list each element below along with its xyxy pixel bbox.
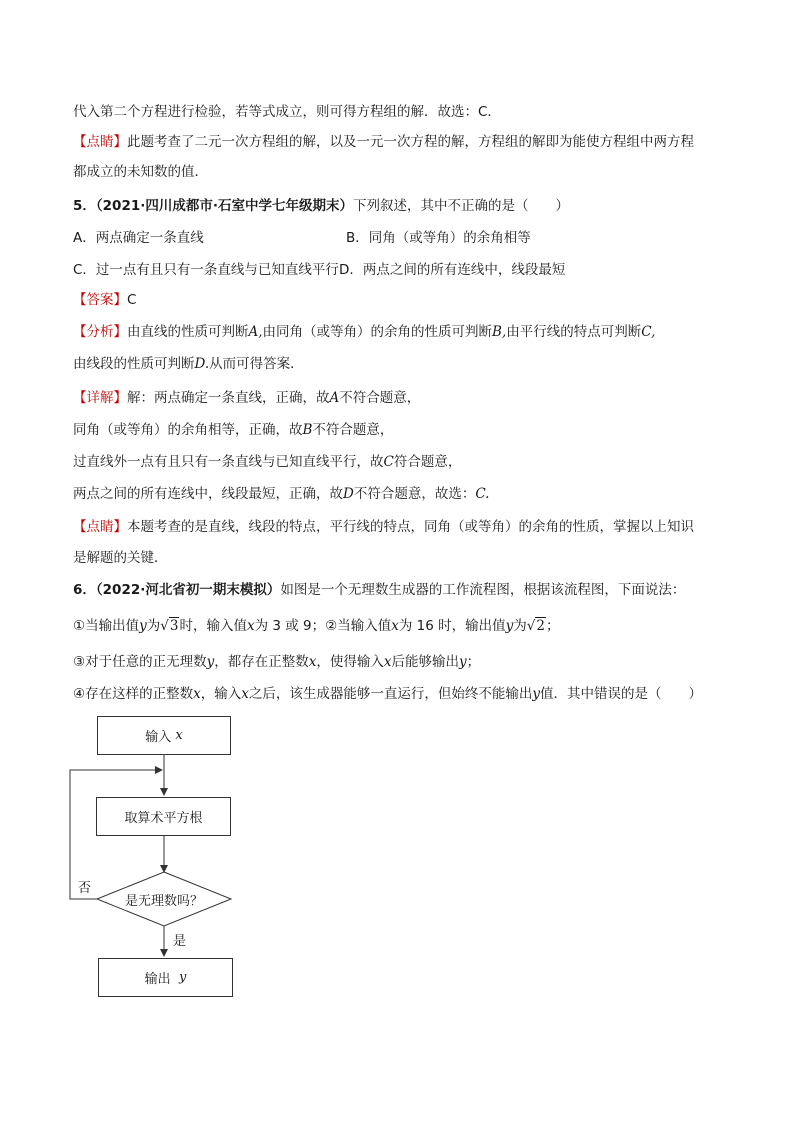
- output-box: [98, 958, 233, 997]
- math-var: B,: [492, 324, 507, 340]
- statement-text: 为: [513, 618, 527, 634]
- statement-text: 之后，该生成器能够一直运行，但始终不能输出: [248, 686, 533, 702]
- question-number: 6．: [73, 582, 96, 598]
- math-var: C,: [641, 324, 656, 340]
- detail-text: 不符合题意，故选：: [353, 486, 476, 502]
- input-label: 输入: [145, 730, 172, 745]
- radicand: 2: [536, 618, 545, 634]
- input-box: [97, 716, 231, 755]
- output-label: 输出: [144, 972, 171, 987]
- decision-label: [110, 890, 218, 909]
- answer-value: C: [127, 292, 137, 308]
- math-var: D: [343, 486, 354, 502]
- detail-text: 解：两点确定一条直线，正确，故: [127, 390, 330, 406]
- option-c: C．过一点有且只有一条直线与已知直线平行: [73, 262, 339, 278]
- statement-text: 为 3 或 9；: [254, 618, 326, 634]
- question-text: 如图是一个无理数生成器的工作流程图，根据该流程图，下面说法：: [280, 582, 686, 598]
- sqrt-label: 取算术平方根: [124, 811, 203, 826]
- math-var: y: [178, 970, 187, 985]
- detail-text: 两点之间的所有连线中，线段最短，正确，故: [73, 486, 343, 502]
- statement-text: ②当输入值: [325, 618, 392, 634]
- yes-label: [173, 930, 186, 949]
- statement-text: 后能够输出: [391, 654, 459, 670]
- decision-text: 是无理数吗？: [124, 894, 203, 909]
- analysis-text: 由线段的性质可判断: [73, 356, 195, 372]
- detail-text: 不符合题意，: [339, 390, 421, 406]
- math-var: y: [532, 686, 540, 702]
- statement-text: ，都存在正整数: [214, 654, 309, 670]
- sqrt-3: √3: [160, 618, 179, 634]
- math-var: x: [391, 618, 399, 634]
- sqrt-box: [96, 797, 231, 836]
- math-var: x: [383, 654, 392, 670]
- analysis-tag: 【分析】: [73, 324, 127, 340]
- math-var: y: [505, 618, 514, 634]
- analysis-text: 从而可得答案．: [209, 356, 304, 372]
- statement-text: 值．其中错误的是（ ）: [540, 686, 702, 702]
- answer-tag: 【答案】: [73, 292, 127, 308]
- math-var: C.: [475, 486, 490, 502]
- math-var: x: [175, 728, 183, 743]
- question-text: 下列叙述，其中不正确的是（ ）: [353, 198, 569, 214]
- math-var: y: [459, 654, 467, 670]
- analysis-text: 由同角（或等角）的余角的性质可判断: [262, 324, 493, 340]
- statement-text: ，使得输入: [316, 654, 384, 670]
- math-var: x: [241, 686, 249, 702]
- sqrt-2: √2: [526, 618, 545, 634]
- detail-text: 过直线外一点有且只有一条直线与已知直线平行，故: [73, 454, 384, 470]
- comment-text: 本题考查的是直线，线段的特点，平行线的特点，同角（或等角）的余角的性质，掌握以上知识: [127, 519, 694, 535]
- comment-text: 都成立的未知数的值．: [73, 164, 208, 180]
- yes-text: 是: [173, 934, 187, 949]
- statement-text: ③对于任意的正无理数: [73, 654, 207, 670]
- statement-text: ④存在这样的正整数: [73, 686, 194, 702]
- option-d: D．两点之间的所有连线中，线段最短: [338, 262, 566, 278]
- option-b: B．同角（或等角）的余角相等: [346, 230, 531, 246]
- math-var: A,: [248, 324, 263, 340]
- no-text: 否: [78, 881, 92, 896]
- math-var: A: [329, 390, 340, 406]
- math-var: x: [246, 618, 255, 634]
- statement-text: ；: [545, 618, 560, 634]
- math-var: x: [308, 654, 317, 670]
- statement-text: ；: [466, 654, 481, 670]
- math-var: D.: [194, 356, 210, 372]
- math-var: B: [302, 422, 313, 438]
- detail-text: 不符合题意，: [312, 422, 394, 438]
- detail-tag: 【详解】: [73, 390, 127, 406]
- question-number: 5．: [73, 198, 96, 214]
- statement-text: 为 16 时，输出值: [398, 618, 506, 634]
- detail-text: 符合题意，: [393, 454, 462, 470]
- question-source: （2022·河北省初一期末模拟）: [95, 582, 281, 598]
- statement-text: 为: [146, 618, 161, 634]
- math-var: y: [139, 618, 147, 634]
- math-var: x: [193, 686, 201, 702]
- analysis-text: 由平行线的特点可判断: [506, 324, 642, 340]
- question-source: （2021·四川成都市·石室中学七年级期末）: [95, 198, 353, 214]
- comment-tag: 【点睛】: [73, 134, 127, 150]
- radicand: 3: [169, 618, 179, 634]
- statement-text: 时，输入值: [179, 618, 247, 634]
- detail-text: 同角（或等角）的余角相等，正确，故: [73, 422, 303, 438]
- analysis-text: 由直线的性质可判断: [127, 324, 249, 340]
- math-var: C: [383, 454, 394, 470]
- comment-text: 是解题的关键．: [73, 550, 168, 566]
- statement-text: ，输入: [200, 686, 242, 702]
- no-label: [78, 877, 91, 896]
- comment-text: 此题考查了二元一次方程组的解，以及一元一次方程的解，方程组的解即为能使方程组中两方程: [127, 134, 694, 150]
- option-a: A．两点确定一条直线: [73, 230, 204, 246]
- math-var: y: [206, 654, 215, 670]
- comment-tag: 【点睛】: [73, 519, 127, 535]
- solution-conclusion: 代入第二个方程进行检验，若等式成立，则可得方程组的解．故选：C．: [73, 104, 501, 120]
- statement-text: ①当输出值: [73, 618, 140, 634]
